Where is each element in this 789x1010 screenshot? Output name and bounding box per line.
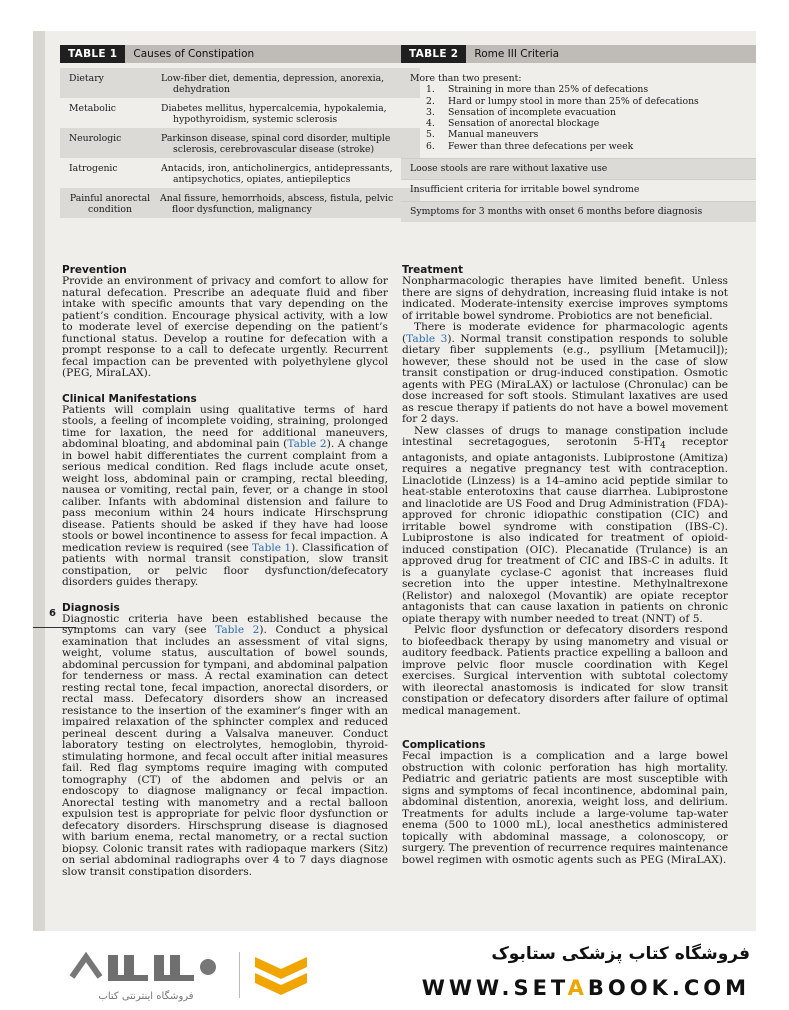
store-name: فروشگاه کتاب پزشکی ستابوک [491, 944, 750, 964]
text-run: ). Conduct a physical examination that includes an assessment of vital signs, weight, volume status, auscultation of bowel sounds, abdominal percussion for tympani, and abdominal palpation for tenderness or mass. A rectal examination can detect resting rectal tone, fecal impaction, anorectal disorders, or rectal mass. Defecatory disorders show an increased resistance to the insertion of the examiner’s finger with an impaired relaxation of the sphincter complex and reduced perineal descent during a Valsalva maneuver. Conduct laboratory testing on electrolytes, hemoglobin, thyroid-stimulating hormone, and fecal occult after initial measures fail. Red flag symptoms require imaging with computed tomography (CT) of the abdomen and pelvis or an endoscopy to diagnose malignancy or fecal impaction. Anorectal testing with manometry and a rectal balloon expulsion test is appropriate for pelvic floor dysfunction or defecatory disorders. Hirschsprung disease is diagnosed with barium enema, rectal manometry, or a rectal suction biopsy. Colonic transit rates with radiopaque markers (Sitz) on serial abdominal radiographs over 4 to 7 days diagnose slow transit constipation disorders. [62, 624, 389, 878]
item-number: 4. [426, 118, 435, 130]
table-row [60, 158, 420, 188]
url-part: BOOK.COM [587, 976, 750, 1000]
text-run: There is moderate evidence for pharmacologic agents ( [402, 321, 728, 345]
table1-description [160, 193, 420, 215]
table2-header [401, 45, 756, 63]
category-line: Painful anorectal [69, 193, 151, 204]
table2-note: Symptoms for 3 months with onset 6 months before diagnosis [401, 201, 756, 222]
treatment-paragraph: Pelvic floor dysfunction or defecatory disorders respond to biofeedback therapy by using manometry and visual or auditory feedback. Patients practice expelling a balloon and improve pelvic floor muscle coordination with Kegel exercises. Surgical intervention with subtotal colectomy with ileorectal anastomosis is indicated for slow transit constipation or defecatory disorders after failure of optimal medical management. [402, 624, 728, 717]
table1-category: Iatrogenic [69, 163, 118, 174]
text-run: ). A change in bowel habit differentiates the current complaint from a serious medical condition. Red flags include acute onset, weight loss, abdominal pain or cramping, rectal bleeding, nausea or vomiting, rectal pain, fever, or a change in stool caliber. Infants with abdominal distension and failure to pass meconium within 24 hours indicate Hirschsprung disease. Patients should be asked if they have had loose stools or bowel incontinence to assess for fecal impaction. A medication review is required (see [62, 438, 388, 554]
section-heading-diagnosis: Diagnosis [62, 601, 120, 614]
table-row [60, 98, 420, 128]
item-number: 3. [426, 106, 435, 118]
treatment-paragraph [402, 426, 728, 626]
clinical-paragraph [62, 405, 388, 589]
item-text: Sensation of incomplete evacuation [448, 106, 616, 118]
store-url[interactable] [405, 976, 750, 1000]
desc-line: Parkinson disease, spinal cord disorder, multiple [161, 133, 391, 144]
page-margin-band [33, 31, 45, 931]
table1-description [161, 73, 420, 95]
criteria-list [401, 84, 756, 158]
text-run: ). Classification of patients with normal transit constipation, slow transit constipation, or pelvic floor dysfunction/defecatory disorders guides therapy. [62, 541, 388, 588]
subscript: 4 [660, 441, 666, 452]
table-link[interactable]: Table 2 [215, 624, 260, 636]
prevention-paragraph: Provide an environment of privacy and comfort to allow for natural defecation. Prescribe an adequate fluid and fiber intake with specific amounts that vary depending on the patient’s condition. Encourage physical activity, with a low to moderate level of exercise depending on the patient’s functional status. Develop a routine for defecation with a prompt response to a call to defecate urgently. Recurrent fecal impaction can be prevented with polyethylene glycol (PEG, MiraLAX). [62, 275, 388, 379]
left-column [62, 264, 388, 878]
table-link[interactable]: Table 3 [406, 332, 448, 345]
list-item [426, 118, 756, 129]
complications-paragraph: Fecal impaction is a complication and a large bowel obstruction with colonic perforation has high mortality. Pediatric and geriatric patients are most susceptible with signs and symptoms of fecal incontinence, abdominal pain, abdominal distention, anorexia, weight loss, and delirium. Treatments for adults include a large-volume tap-water enema (500 to 1000 mL), local anesthetics administered topically with abdominal massage, a colonoscopy, or surgery. The prevention of recurrence requires maintenance bowel regimen with osmotic agents such as PEG (MiraLAX). [402, 750, 728, 866]
item-text: Straining in more than 25% of defecations [448, 84, 649, 96]
treatment-paragraph [402, 322, 728, 426]
list-item [426, 96, 756, 107]
section-heading-prevention: Prevention [62, 264, 127, 276]
table2-note: Insufficient criteria for irritable bowel syndrome [401, 179, 756, 200]
item-text: Manual maneuvers [448, 129, 539, 141]
page-number: 6 [49, 608, 56, 619]
chevron-logo-icon [251, 951, 311, 1001]
table1-description [161, 133, 420, 155]
table1-category: Neurologic [69, 133, 122, 144]
table1-category [60, 193, 160, 215]
treatment-paragraph: Nonpharmacologic therapies have limited benefit. Unless there are signs of dehydration, increasing fluid intake is not indicated. Moderate-intensity exercise improves symptoms of irritable bowel syndrome. Probiotics are not beneficial. [402, 275, 728, 322]
table-link[interactable]: Table 2 [287, 438, 327, 450]
text-run: receptor antagonists, and opiate antagonists. Lubiprostone (Amitiza) requires a negative pregnancy test with contraception. Linaclotide (Linzess) is a 14–amino acid peptide similar to heat-stable enterotoxins that cause diarrhea. Lubiprostone and linaclotide are US Food and Drug Administration (FDA)-approved for chronic idiopathic constipation (CIC) and irritable bowel syndrome with constipation (IBS-C). Lubiprostone is also indicated for treatment of opioid-induced constipation (OIC). Plecanatide (Trulance) is an approved drug for treatment of CIC and IBS-C in adults. It is a guanylate cyclase-C agonist that increases fluid secretion into the upper intestine. Methylnaltrexone (Relistor) and naloxegol (Movantik) are opiate receptor antagonists that can cause laxation in patients on chronic opiate therapy with number needed to treat (NNT) of 5. [402, 436, 728, 625]
text-run: Patients will complain using qualitative terms of hard stools, a feeling of incomplete voiding, straining, prolonged time for laxation, the need for additional maneuvers, abdominal bloating, and abdominal pain ( [62, 403, 388, 450]
desc-line: floor dysfunction, malignancy [172, 204, 312, 215]
item-number: 6. [426, 140, 435, 152]
logo-wordmark-icon [66, 947, 226, 991]
table-link[interactable]: Table 1 [252, 541, 292, 554]
section-heading-treatment: Treatment [402, 264, 463, 276]
text-run: ). Normal transit constipation responds to soluble dietary fiber supplements (e.g., psyllium [Metamucil]); however, these should not be used in the case of slow transit constipation or drug-induced constipation. Osmotic agents with PEG (MiraLAX) or lactulose (Chronulac) can be dose increased for soft stools. Stimulant laxatives are used as rescue therapy if patients do not have a bowel movement for 2 days. [402, 332, 729, 425]
item-text: Fewer than three defecations per week [448, 140, 634, 152]
item-number: 5. [426, 129, 435, 141]
text-run: Diagnostic criteria have been established because the symptoms can vary (see [62, 612, 388, 636]
desc-line: sclerosis, cerebrovascular disease (stroke) [173, 144, 375, 155]
table1-category: Dietary [69, 73, 104, 84]
desc-line: Diabetes mellitus, hypercalcemia, hypokalemia, [161, 103, 387, 114]
desc-line: antipsychotics, opiates, antiepileptics [173, 174, 351, 185]
desc-line: Antacids, iron, anticholinergics, antidepressants, [161, 163, 393, 174]
desc-line: hypothyroidism, systemic sclerosis [173, 114, 338, 125]
table2-intro: More than two present: [410, 73, 522, 84]
table2-caption: Rome III Criteria [474, 48, 560, 60]
table2-tag: TABLE 2 [401, 45, 466, 63]
section-heading-clinical: Clinical Manifestations [62, 392, 197, 405]
table-row [60, 128, 420, 158]
table1-description [161, 103, 420, 125]
text-run: New classes of drugs to manage constipation include intestinal secretagogues, serotonin 5-HT [402, 424, 728, 448]
diagnosis-paragraph [62, 614, 388, 879]
table1-caption: Causes of Constipation [133, 48, 255, 60]
book-page [33, 31, 756, 931]
item-text: Hard or lumpy stool in more than 25% of defecations [448, 95, 699, 107]
logo-subtitle: فروشگاه اینترنتی کتاب [98, 991, 194, 1002]
table-row [60, 188, 420, 218]
list-item [426, 141, 756, 152]
desc-line: dehydration [173, 84, 230, 95]
table1 [60, 68, 420, 218]
table2 [401, 68, 756, 222]
table1-header [60, 45, 420, 63]
store-logo [66, 947, 226, 1005]
category-line: condition [87, 204, 132, 215]
table1-tag: TABLE 1 [60, 45, 125, 63]
table1-category: Metabolic [69, 103, 117, 114]
logo-divider [239, 952, 240, 998]
right-column [402, 264, 728, 866]
url-accent: A [567, 976, 588, 1000]
list-item [426, 84, 756, 95]
desc-line: Anal fissure, hemorrhoids, abscess, fistula, pelvic [160, 193, 394, 204]
table-row [60, 68, 420, 98]
section-heading-complications: Complications [402, 739, 486, 752]
table1-description [161, 163, 420, 185]
item-text: Sensation of anorectal blockage [448, 118, 600, 130]
item-number: 1. [426, 84, 435, 96]
item-number: 2. [426, 95, 435, 107]
url-part: WWW.SET [421, 976, 568, 1000]
list-item [426, 107, 756, 118]
list-item [426, 129, 756, 140]
desc-line: Low-fiber diet, dementia, depression, anorexia, [161, 73, 385, 84]
table2-note: Loose stools are rare without laxative use [401, 158, 756, 179]
